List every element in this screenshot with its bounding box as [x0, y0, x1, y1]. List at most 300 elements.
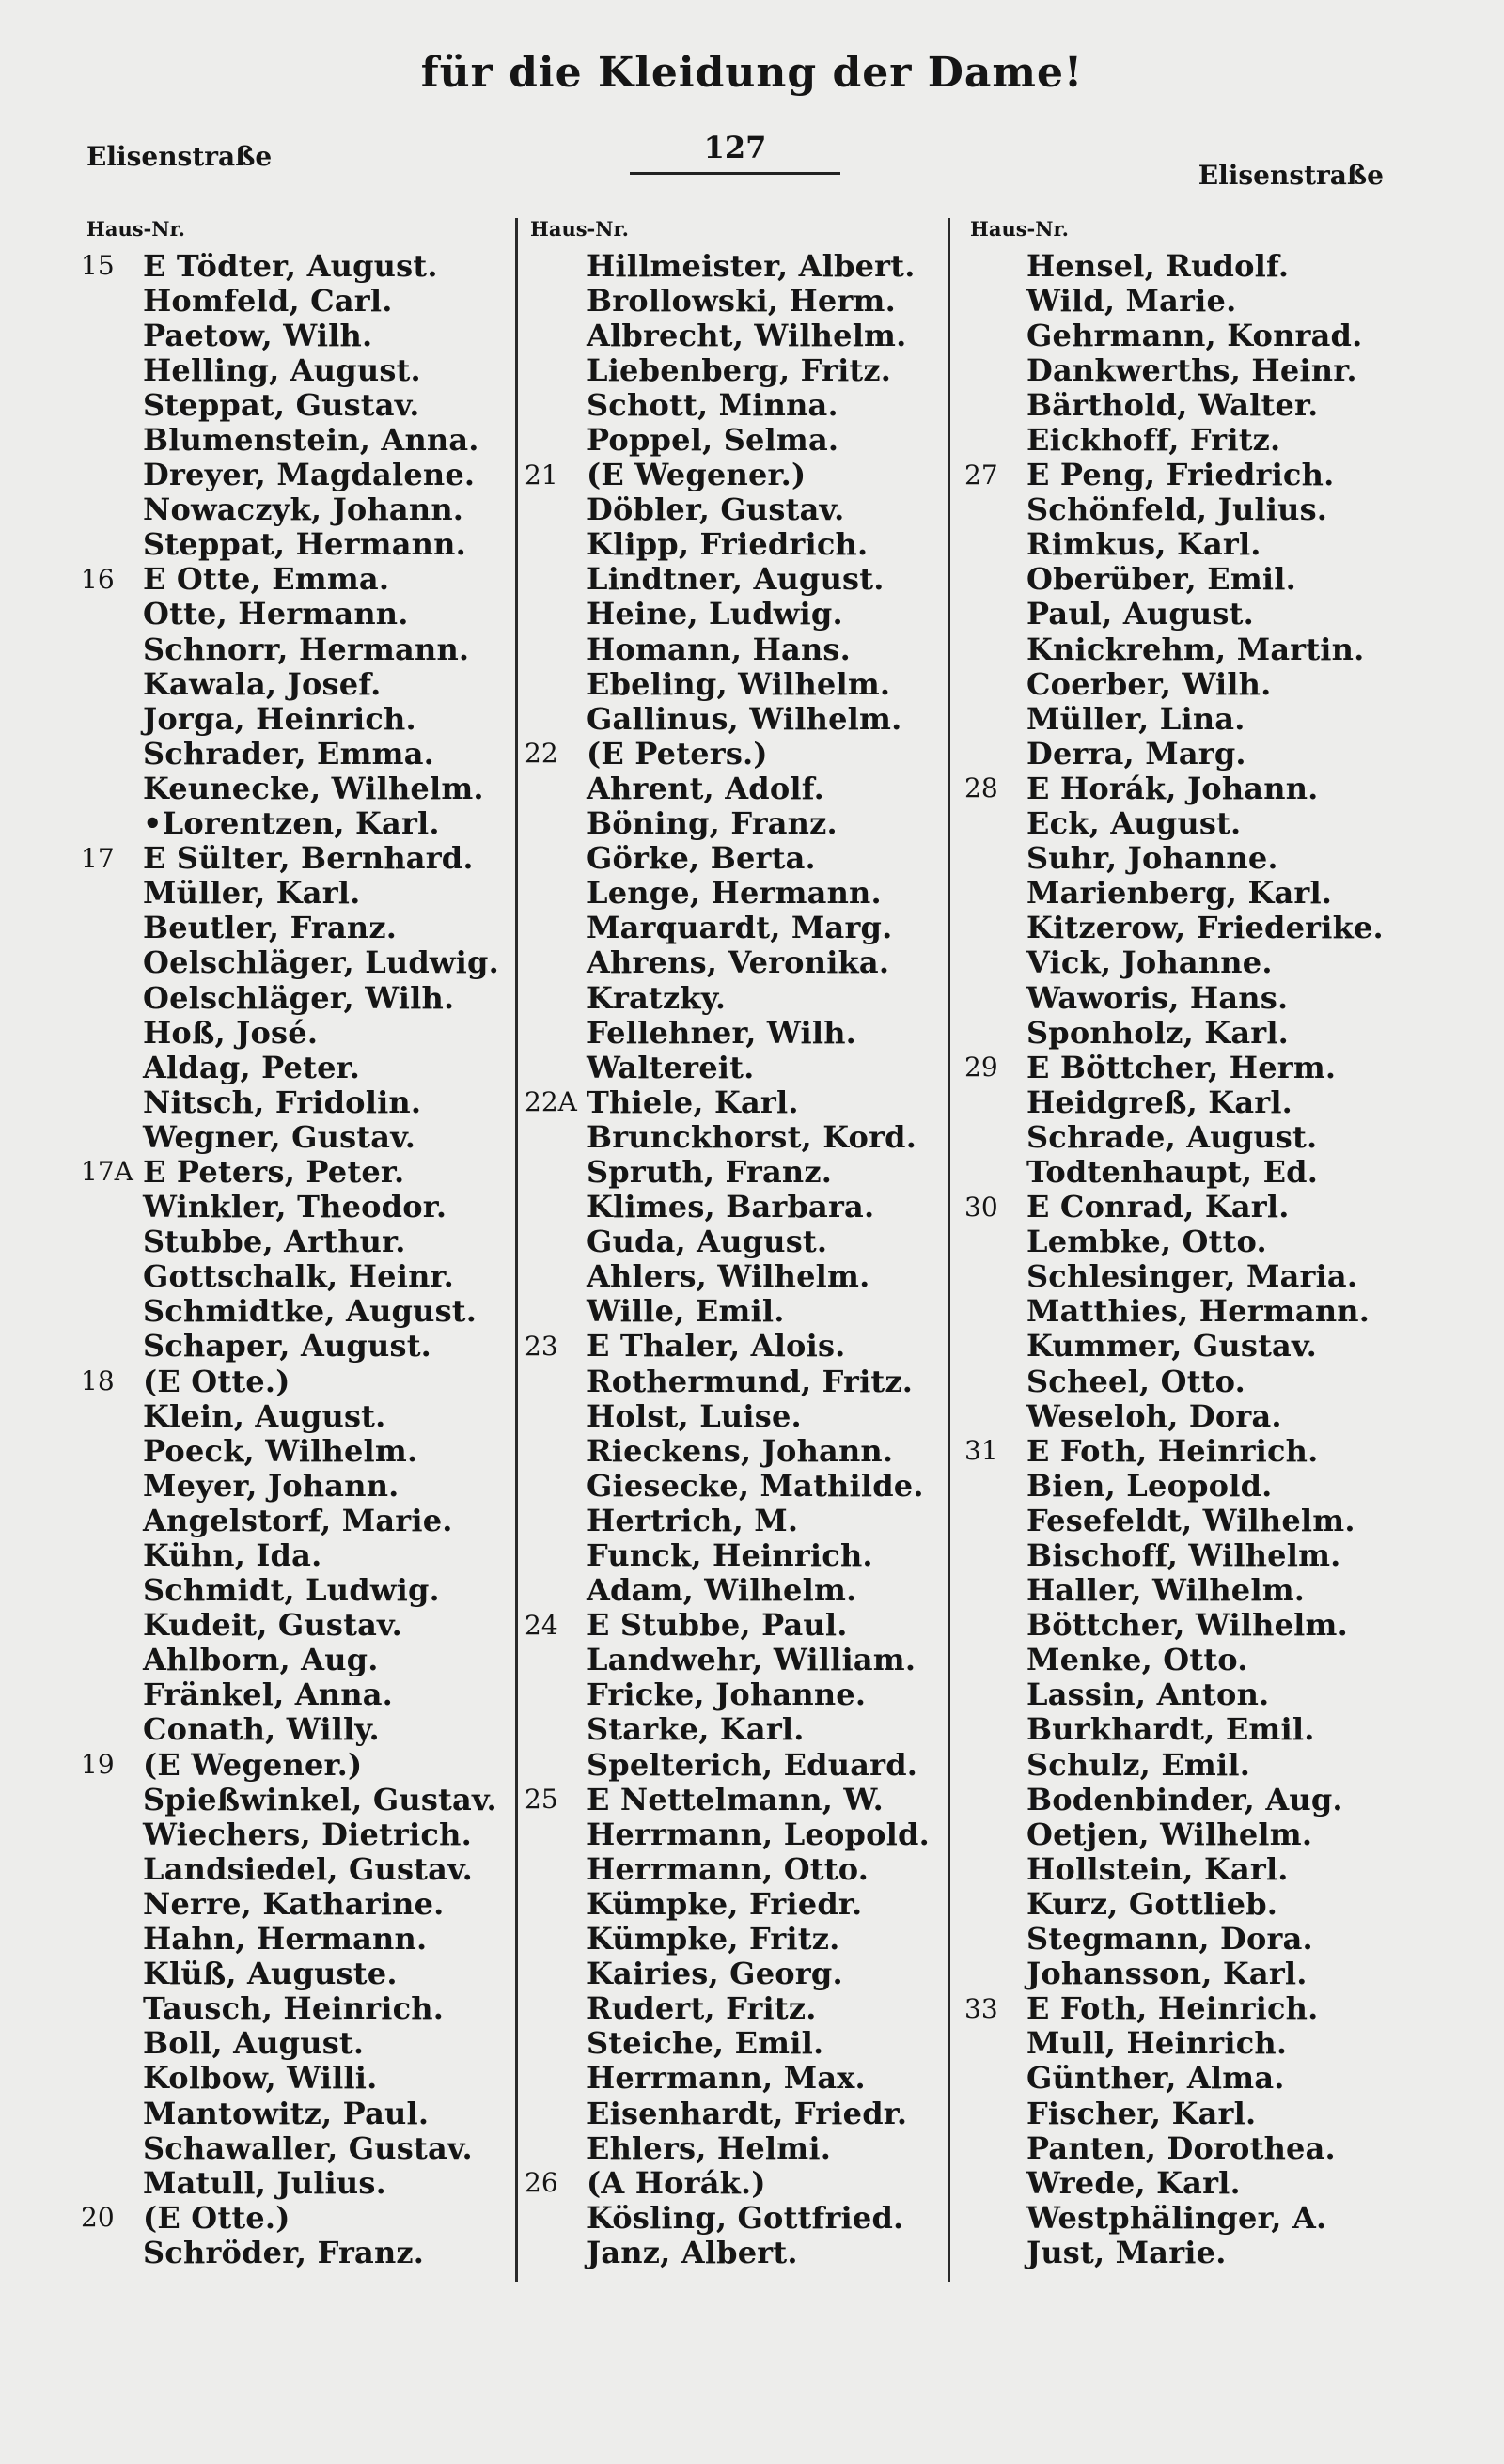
- resident-name: Wiechers, Dietrich.: [143, 1816, 472, 1852]
- resident-entry: [519, 1991, 947, 2026]
- resident-name: Heine, Ludwig.: [587, 596, 843, 632]
- resident-name: Stegmann, Dora.: [1026, 1921, 1313, 1957]
- house-number: 21: [525, 459, 558, 491]
- resident-entry: [519, 980, 947, 1015]
- resident-name: (E Wegener.): [587, 457, 807, 493]
- resident-name: Paul, August.: [1026, 596, 1254, 632]
- resident-name: Herrmann, Leopold.: [587, 1816, 930, 1852]
- resident-name: Eisenhardt, Friedr.: [587, 2095, 908, 2131]
- resident-entry: [959, 1922, 1485, 1957]
- resident-entry: [519, 2235, 947, 2269]
- resident-name: Kümpke, Friedr.: [587, 1885, 863, 1922]
- resident-entry: [75, 387, 508, 422]
- resident-name: Thiele, Karl.: [587, 1084, 799, 1120]
- resident-entry: [519, 1329, 947, 1364]
- resident-entry: [75, 1119, 508, 1154]
- resident-name: Janz, Albert.: [587, 2234, 798, 2270]
- resident-name: Rudert, Fritz.: [587, 1990, 817, 2027]
- resident-entry: [75, 1294, 508, 1329]
- resident-entry: [519, 806, 947, 841]
- resident-entry: [959, 1991, 1485, 2026]
- resident-entry: [75, 1259, 508, 1294]
- resident-entry: [75, 2130, 508, 2165]
- resident-name: Homann, Hans.: [587, 631, 851, 667]
- resident-entry: [959, 1433, 1485, 1468]
- resident-entry: [519, 1817, 947, 1851]
- resident-name: Kösling, Gottfried.: [587, 2199, 904, 2236]
- resident-entry: [519, 2130, 947, 2165]
- resident-entry: [959, 1643, 1485, 1677]
- resident-entry: [959, 422, 1485, 457]
- resident-entry: [519, 1503, 947, 1537]
- resident-name: Boll, August.: [143, 2025, 365, 2062]
- resident-entry: [959, 1015, 1485, 1050]
- resident-name: Starke, Karl.: [587, 1711, 805, 1748]
- resident-name: •Lorentzen, Karl.: [143, 805, 440, 842]
- resident-entry: [519, 527, 947, 562]
- resident-entry: [519, 283, 947, 318]
- resident-name: Oberüber, Emil.: [1026, 561, 1296, 598]
- resident-entry: [519, 597, 947, 632]
- resident-name: Spruth, Franz.: [587, 1153, 833, 1190]
- resident-name: Johansson, Karl.: [1026, 1956, 1308, 1992]
- resident-name: Gottschalk, Heinr.: [143, 1258, 455, 1295]
- resident-name: Menke, Otto.: [1026, 1642, 1248, 1678]
- resident-name: Blumenstein, Anna.: [143, 422, 479, 459]
- page-number-rule: [630, 172, 840, 175]
- resident-entry: [75, 1503, 508, 1537]
- resident-name: Hollstein, Karl.: [1026, 1850, 1289, 1887]
- resident-name: Guda, August.: [587, 1224, 828, 1260]
- resident-name: Paetow, Wilh.: [143, 317, 373, 353]
- house-number: 25: [525, 1784, 558, 1816]
- directory-column-2: [519, 211, 947, 2269]
- resident-name: E Foth, Heinrich.: [1026, 1990, 1319, 2027]
- resident-entry: [75, 1851, 508, 1886]
- resident-entry: [959, 1817, 1485, 1851]
- resident-entry: [519, 318, 947, 352]
- resident-name: E Otte, Emma.: [143, 561, 390, 598]
- resident-name: Knickrehm, Martin.: [1026, 631, 1365, 667]
- resident-entry: [519, 1643, 947, 1677]
- resident-name: Lembke, Otto.: [1026, 1224, 1267, 1260]
- resident-entry: [959, 1957, 1485, 1991]
- resident-name: (E Wegener.): [143, 1746, 363, 1783]
- resident-name: Keunecke, Wilhelm.: [143, 770, 484, 806]
- resident-name: (A Horák.): [587, 2164, 766, 2201]
- resident-entry: [75, 1224, 508, 1259]
- resident-entry: [75, 2061, 508, 2096]
- resident-entry: [519, 2061, 947, 2096]
- house-number: 33: [964, 1992, 998, 2024]
- resident-name: Panten, Dorothea.: [1026, 2129, 1336, 2166]
- resident-name: E Thaler, Alois.: [587, 1328, 846, 1365]
- resident-name: Klimes, Barbara.: [587, 1189, 875, 1225]
- resident-name: Fischer, Karl.: [1026, 2095, 1257, 2131]
- resident-entry: [959, 876, 1485, 911]
- resident-name: Bärthold, Walter.: [1026, 386, 1319, 423]
- resident-entry: [519, 1747, 947, 1782]
- resident-entry: [75, 248, 508, 283]
- resident-name: E Conrad, Karl.: [1026, 1189, 1290, 1225]
- resident-name: Waltereit.: [587, 1049, 755, 1085]
- resident-name: Klüß, Auguste.: [143, 1956, 398, 1992]
- resident-entry: [75, 1782, 508, 1817]
- resident-entry: [75, 806, 508, 841]
- resident-name: Ehlers, Helmi.: [587, 2129, 832, 2166]
- resident-entry: [75, 2200, 508, 2235]
- resident-name: Schmidt, Ludwig.: [143, 1572, 440, 1609]
- resident-entry: [75, 422, 508, 457]
- resident-entry: [75, 283, 508, 318]
- resident-entry: [959, 1573, 1485, 1608]
- resident-name: Herrmann, Max.: [587, 2060, 866, 2097]
- resident-entry: [519, 1677, 947, 1712]
- resident-entry: [959, 632, 1485, 666]
- house-number: 23: [525, 1330, 558, 1362]
- resident-name: Fesefeldt, Wilhelm.: [1026, 1502, 1355, 1538]
- resident-entry: [959, 771, 1485, 805]
- resident-name: Albrecht, Wilhelm.: [587, 317, 907, 353]
- resident-entry: [75, 527, 508, 562]
- resident-entry: [75, 1608, 508, 1643]
- resident-name: Fellehner, Wilh.: [587, 1014, 856, 1051]
- street-name-left: Elisenstraße: [86, 141, 273, 172]
- resident-entry: [519, 1537, 947, 1572]
- resident-entry: [75, 1957, 508, 1991]
- resident-entry: [959, 1712, 1485, 1747]
- resident-entry: [519, 1015, 947, 1050]
- resident-entry: [519, 2165, 947, 2200]
- resident-name: Lindtner, August.: [587, 561, 885, 598]
- resident-name: Bien, Leopold.: [1026, 1467, 1273, 1504]
- resident-entry: [959, 806, 1485, 841]
- house-number: 20: [81, 2202, 115, 2234]
- resident-name: Günther, Alma.: [1026, 2060, 1285, 2097]
- resident-entry: [75, 1922, 508, 1957]
- resident-name: E Horák, Johann.: [1026, 770, 1319, 806]
- resident-entry: [75, 318, 508, 352]
- resident-entry: [959, 666, 1485, 701]
- resident-name: Mull, Heinrich.: [1026, 2025, 1288, 2062]
- resident-entry: [959, 318, 1485, 352]
- resident-entry: [519, 1084, 947, 1119]
- resident-entry: [519, 1851, 947, 1886]
- resident-name: Homfeld, Carl.: [143, 282, 393, 319]
- resident-entry: [519, 1922, 947, 1957]
- resident-name: Rimkus, Karl.: [1026, 526, 1261, 563]
- resident-entry: [959, 701, 1485, 736]
- house-number: 26: [525, 2167, 558, 2199]
- house-number: 22: [525, 738, 558, 770]
- resident-entry: [959, 1050, 1485, 1084]
- page-banner: für die Kleidung der Dame!: [420, 49, 1084, 97]
- resident-name: Kümpke, Fritz.: [587, 1921, 840, 1957]
- resident-entry: [959, 1224, 1485, 1259]
- resident-name: Wille, Emil.: [587, 1293, 785, 1330]
- resident-name: Winkler, Theodor.: [143, 1189, 447, 1225]
- resident-entry: [519, 666, 947, 701]
- resident-name: E Nettelmann, W.: [587, 1781, 884, 1817]
- resident-name: E Peng, Friedrich.: [1026, 457, 1335, 493]
- resident-name: Coerber, Wilh.: [1026, 665, 1272, 702]
- house-number: 29: [964, 1052, 998, 1084]
- resident-name: (E Otte.): [143, 1363, 290, 1399]
- resident-entry: [959, 458, 1485, 492]
- resident-name: Spießwinkel, Gustav.: [143, 1781, 497, 1817]
- resident-entry: [959, 1154, 1485, 1189]
- resident-name: Kudeit, Gustav.: [143, 1607, 402, 1644]
- column-divider-2: [948, 218, 950, 2282]
- resident-name: Brollowski, Herm.: [587, 282, 896, 319]
- resident-name: Scheel, Otto.: [1026, 1363, 1246, 1399]
- resident-name: Just, Marie.: [1026, 2234, 1227, 2270]
- resident-name: Herrmann, Otto.: [587, 1850, 870, 1887]
- resident-name: Funck, Heinrich.: [587, 1537, 873, 1574]
- resident-name: Rothermund, Fritz.: [587, 1363, 914, 1399]
- resident-name: Schönfeld, Julius.: [1026, 491, 1328, 528]
- resident-entry: [959, 1677, 1485, 1712]
- resident-entry: [75, 701, 508, 736]
- resident-name: E Tödter, August.: [143, 247, 438, 284]
- resident-name: Marquardt, Marg.: [587, 910, 893, 946]
- resident-entry: [75, 352, 508, 387]
- resident-name: Nowaczyk, Johann.: [143, 491, 464, 528]
- resident-name: Ahlborn, Aug.: [143, 1642, 379, 1678]
- resident-entry: [519, 1712, 947, 1747]
- street-name-right: Elisenstraße: [1198, 160, 1384, 191]
- resident-entry: [75, 1991, 508, 2026]
- resident-entry: [959, 1886, 1485, 1921]
- resident-name: (E Peters.): [587, 735, 768, 772]
- resident-name: Eck, August.: [1026, 805, 1242, 842]
- resident-name: Fränkel, Anna.: [143, 1676, 394, 1713]
- resident-entry: [75, 1398, 508, 1433]
- resident-name: Conath, Willy.: [143, 1711, 380, 1748]
- resident-entry: [959, 1398, 1485, 1433]
- resident-name: Schrader, Emma.: [143, 735, 434, 772]
- resident-name: Döbler, Gustav.: [587, 491, 845, 528]
- resident-name: Gallinus, Wilhelm.: [587, 700, 902, 737]
- resident-entry: [519, 1886, 947, 1921]
- resident-entry: [519, 1190, 947, 1224]
- resident-entry: [75, 1084, 508, 1119]
- resident-name: Landsiedel, Gustav.: [143, 1850, 474, 1887]
- resident-entry: [519, 1398, 947, 1433]
- resident-name: Fricke, Johanne.: [587, 1676, 867, 1713]
- resident-entry: [75, 562, 508, 597]
- resident-entry: [75, 1154, 508, 1189]
- resident-name: Görke, Berta.: [587, 840, 816, 877]
- resident-entry: [959, 1119, 1485, 1154]
- resident-name: Schrade, August.: [1026, 1118, 1318, 1155]
- resident-name: Weseloh, Dora.: [1026, 1397, 1282, 1434]
- resident-entry: [75, 1364, 508, 1398]
- resident-entry: [959, 2026, 1485, 2061]
- resident-name: Schulz, Emil.: [1026, 1746, 1251, 1783]
- resident-name: Hertrich, M.: [587, 1502, 799, 1538]
- resident-entry: [959, 1190, 1485, 1224]
- resident-entry: [75, 1050, 508, 1084]
- resident-entry: [519, 352, 947, 387]
- resident-entry: [75, 458, 508, 492]
- house-number: 28: [964, 772, 998, 804]
- resident-name: Dreyer, Magdalene.: [143, 457, 476, 493]
- resident-name: Mantowitz, Paul.: [143, 2095, 430, 2131]
- resident-entry: [959, 736, 1485, 771]
- resident-entry: [959, 1503, 1485, 1537]
- resident-name: Kolbow, Willi.: [143, 2060, 378, 2097]
- resident-entry: [959, 248, 1485, 283]
- house-number: 24: [525, 1609, 558, 1641]
- resident-entry: [519, 1154, 947, 1189]
- resident-entry: [75, 1329, 508, 1364]
- resident-entry: [519, 1050, 947, 1084]
- resident-entry: [959, 841, 1485, 876]
- directory-column-3: [959, 211, 1485, 2269]
- resident-name: Böttcher, Wilhelm.: [1026, 1607, 1348, 1644]
- resident-entry: [959, 980, 1485, 1015]
- resident-name: E Sülter, Bernhard.: [143, 840, 474, 877]
- resident-entry: [519, 1608, 947, 1643]
- resident-entry: [75, 492, 508, 527]
- resident-name: Kratzky.: [587, 979, 727, 1016]
- resident-name: Spelterich, Eduard.: [587, 1746, 918, 1783]
- resident-entry: [519, 945, 947, 980]
- resident-name: Lenge, Hermann.: [587, 875, 882, 912]
- resident-name: Schröder, Franz.: [143, 2234, 425, 2270]
- resident-name: Steppat, Gustav.: [143, 386, 420, 423]
- house-number: 31: [964, 1435, 998, 1467]
- resident-name: Poeck, Wilhelm.: [143, 1432, 418, 1469]
- resident-name: Bodenbinder, Aug.: [1026, 1781, 1343, 1817]
- resident-entry: [959, 2130, 1485, 2165]
- house-number: 16: [81, 563, 115, 595]
- resident-entry: [519, 1294, 947, 1329]
- resident-name: Todtenhaupt, Ed.: [1026, 1153, 1319, 1190]
- resident-entry: [75, 2026, 508, 2061]
- resident-entry: [75, 1537, 508, 1572]
- resident-entry: [75, 771, 508, 805]
- resident-entry: [75, 980, 508, 1015]
- resident-entry: [959, 2200, 1485, 2235]
- resident-name: Adam, Wilhelm.: [587, 1572, 857, 1609]
- resident-name: Matull, Julius.: [143, 2164, 386, 2201]
- resident-name: Klipp, Friedrich.: [587, 526, 869, 563]
- resident-name: Steppat, Hermann.: [143, 526, 466, 563]
- resident-name: Eickhoff, Fritz.: [1026, 422, 1281, 459]
- resident-name: Schmidtke, August.: [143, 1293, 478, 1330]
- resident-name: Westphälinger, A.: [1026, 2199, 1327, 2236]
- resident-name: Holst, Luise.: [587, 1397, 802, 1434]
- resident-entry: [75, 2096, 508, 2130]
- resident-name: Oelschläger, Wilh.: [143, 979, 455, 1016]
- resident-entry: [959, 1259, 1485, 1294]
- house-number: 22A: [525, 1086, 577, 1118]
- resident-name: Giesecke, Mathilde.: [587, 1467, 924, 1504]
- resident-entry: [75, 2165, 508, 2200]
- resident-name: Kairies, Georg.: [587, 1956, 843, 1992]
- resident-name: Stubbe, Arthur.: [143, 1224, 406, 1260]
- resident-name: Lassin, Anton.: [1026, 1676, 1270, 1713]
- resident-name: Suhr, Johanne.: [1026, 840, 1278, 877]
- resident-entry: [519, 1119, 947, 1154]
- resident-entry: [75, 945, 508, 980]
- resident-name: Kühn, Ida.: [143, 1537, 322, 1574]
- resident-entry: [959, 1364, 1485, 1398]
- resident-entry: [519, 562, 947, 597]
- resident-name: Hillmeister, Albert.: [587, 247, 916, 284]
- resident-name: Wild, Marie.: [1026, 282, 1237, 319]
- resident-entry: [959, 1747, 1485, 1782]
- resident-entry: [519, 2200, 947, 2235]
- resident-name: Jorga, Heinrich.: [143, 700, 416, 737]
- resident-name: Oelschläger, Ludwig.: [143, 944, 499, 981]
- resident-entry: [75, 597, 508, 632]
- resident-name: E Peters, Peter.: [143, 1153, 405, 1190]
- resident-entry: [959, 492, 1485, 527]
- resident-entry: [959, 2061, 1485, 2096]
- resident-name: Dankwerths, Heinr.: [1026, 351, 1357, 388]
- resident-name: Hahn, Hermann.: [143, 1921, 428, 1957]
- resident-name: Ebeling, Wilhelm.: [587, 665, 891, 702]
- resident-entry: [959, 1329, 1485, 1364]
- resident-entry: [519, 1433, 947, 1468]
- resident-entry: [75, 2235, 508, 2269]
- resident-entry: [959, 1782, 1485, 1817]
- resident-name: Hoß, José.: [143, 1014, 319, 1051]
- resident-name: Brunckhorst, Kord.: [587, 1118, 917, 1155]
- resident-name: Poppel, Selma.: [587, 422, 839, 459]
- resident-name: Wrede, Karl.: [1026, 2164, 1241, 2201]
- column-heading: Haus-Nr.: [530, 217, 629, 241]
- resident-name: Böning, Franz.: [587, 805, 838, 842]
- resident-entry: [959, 1468, 1485, 1503]
- resident-entry: [519, 911, 947, 945]
- resident-name: Burkhardt, Emil.: [1026, 1711, 1315, 1748]
- resident-entry: [519, 1364, 947, 1398]
- resident-name: Kummer, Gustav.: [1026, 1328, 1317, 1365]
- resident-entry: [959, 1608, 1485, 1643]
- resident-entry: [959, 562, 1485, 597]
- resident-name: (E Otte.): [143, 2199, 290, 2236]
- resident-entry: [519, 701, 947, 736]
- resident-name: Kitzerow, Friederike.: [1026, 910, 1384, 946]
- resident-name: Angelstorf, Marie.: [143, 1502, 453, 1538]
- resident-entry: [75, 1677, 508, 1712]
- resident-entry: [959, 911, 1485, 945]
- resident-name: Hensel, Rudolf.: [1026, 247, 1290, 284]
- resident-entry: [75, 666, 508, 701]
- resident-name: Ahrens, Veronika.: [587, 944, 890, 981]
- resident-entry: [75, 841, 508, 876]
- resident-entry: [519, 492, 947, 527]
- resident-name: E Stubbe, Paul.: [587, 1607, 848, 1644]
- resident-entry: [959, 945, 1485, 980]
- resident-name: Vick, Johanne.: [1026, 944, 1273, 981]
- resident-entry: [75, 1190, 508, 1224]
- resident-entry: [519, 841, 947, 876]
- resident-entry: [75, 911, 508, 945]
- resident-name: Schlesinger, Maria.: [1026, 1258, 1358, 1295]
- resident-entry: [519, 1782, 947, 1817]
- resident-name: Schaper, August.: [143, 1328, 432, 1365]
- resident-entry: [519, 422, 947, 457]
- house-number: 27: [964, 459, 998, 491]
- resident-entry: [959, 1537, 1485, 1572]
- resident-entry: [959, 2096, 1485, 2130]
- resident-entry: [519, 248, 947, 283]
